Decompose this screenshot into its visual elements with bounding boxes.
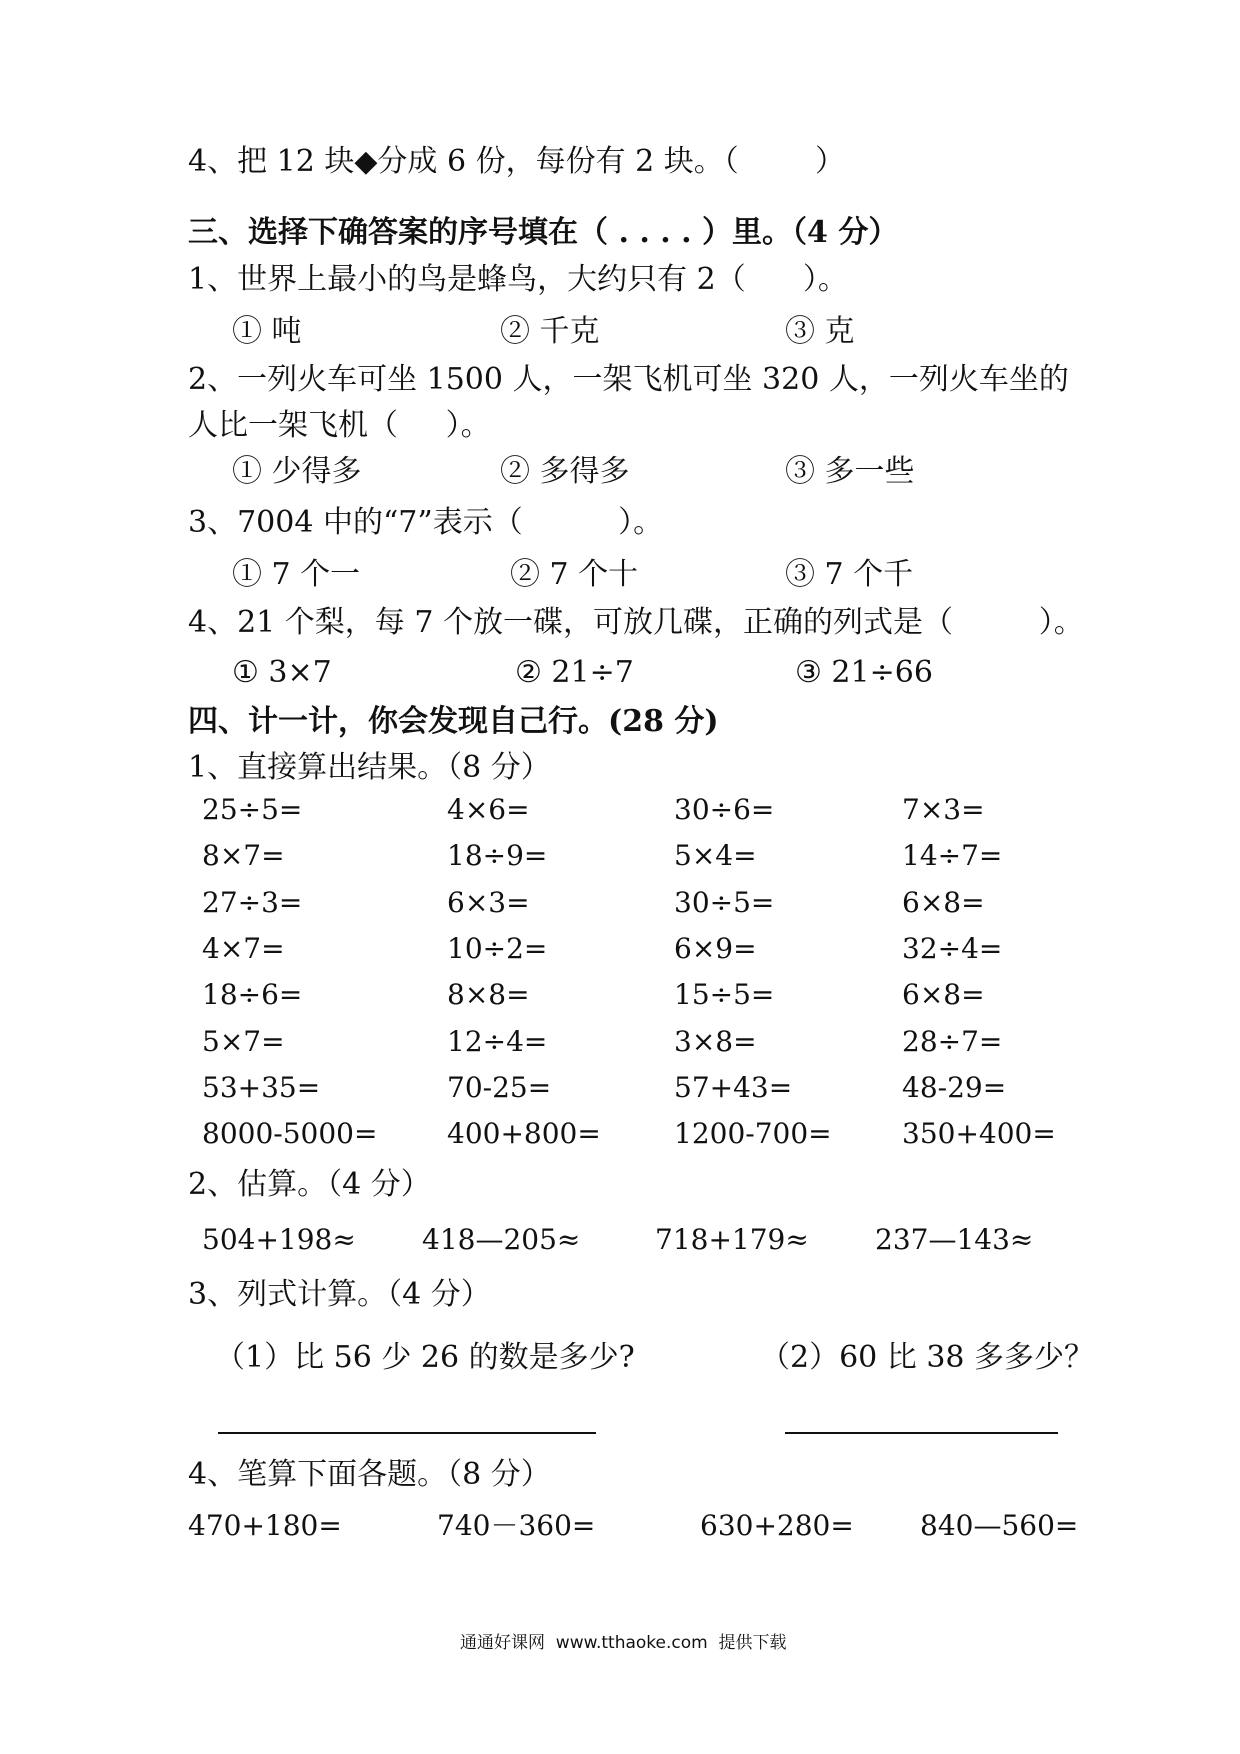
calc-item: 4×7=	[202, 932, 285, 965]
calc-item: 1200-700=	[674, 1117, 832, 1150]
calc-item: 53+35=	[202, 1071, 321, 1104]
calc-item: 8×7=	[202, 839, 285, 872]
calc-item: 6×8=	[902, 978, 985, 1011]
q2-option-1: ① 少得多	[232, 454, 362, 489]
calc-item: 350+400=	[902, 1117, 1056, 1150]
answer-line-1	[218, 1432, 596, 1434]
calc-item: 5×7=	[202, 1025, 285, 1058]
calc-item: 48-29=	[902, 1071, 1007, 1104]
calc-item: 57+43=	[674, 1071, 793, 1104]
answer-line-2	[785, 1432, 1058, 1434]
calc-item: 6×3=	[447, 886, 530, 919]
calc-item: 6×9=	[674, 932, 757, 965]
calc-item: 28÷7=	[902, 1025, 1003, 1058]
part-1-title: 1、直接算出结果。（8 分）	[188, 750, 551, 785]
choice-question-4: 4、21 个梨，每 7 个放一碟，可放几碟，正确的列式是（ ）。	[188, 605, 1084, 640]
calc-item: 8×8=	[447, 978, 530, 1011]
calc-item: 30÷6=	[674, 793, 775, 826]
choice-question-2-line-2: 人比一架飞机（ ）。	[188, 408, 491, 443]
estimate-item: 718+179≈	[655, 1223, 809, 1256]
written-calc-item: 470+180=	[188, 1509, 342, 1542]
calc-item: 400+800=	[447, 1117, 601, 1150]
q1-option-3: ③ 克	[785, 314, 855, 349]
part-2-title: 2、估算。（4 分）	[188, 1167, 431, 1202]
choice-question-3: 3、7004 中的“7”表示（ ）。	[188, 505, 664, 540]
written-calc-item: 630+280=	[700, 1509, 854, 1542]
footer-source: 通通好课网 www.tthaoke.com 提供下载	[460, 1633, 787, 1653]
calc-item: 7×3=	[902, 793, 985, 826]
calc-item: 3×8=	[674, 1025, 757, 1058]
calc-item: 14÷7=	[902, 839, 1003, 872]
q1-option-1: ① 吨	[232, 314, 302, 349]
calc-item: 25÷5=	[202, 793, 303, 826]
calc-item: 70-25=	[447, 1071, 552, 1104]
calc-item: 4×6=	[447, 793, 530, 826]
calc-item: 5×4=	[674, 839, 757, 872]
estimate-item: 237—143≈	[875, 1223, 1034, 1256]
estimate-item: 504+198≈	[202, 1223, 356, 1256]
calc-item: 12÷4=	[447, 1025, 548, 1058]
calc-item: 15÷5=	[674, 978, 775, 1011]
judge-question-4: 4、把 12 块◆分成 6 份，每份有 2 块。（ ）	[188, 144, 846, 179]
section-3-title: 三、选择下确答案的序号填在（ . . . . ）里。（4 分）	[188, 215, 899, 250]
estimate-item: 418—205≈	[422, 1223, 581, 1256]
calc-item: 6×8=	[902, 886, 985, 919]
q3-option-3: ③ 7 个千	[785, 557, 914, 592]
choice-question-1: 1、世界上最小的鸟是蜂鸟，大约只有 2（ ）。	[188, 262, 848, 297]
choice-question-2-line-1: 2、一列火车可坐 1500 人，一架飞机可坐 320 人，一列火车坐的	[188, 362, 1069, 397]
calc-item: 18÷6=	[202, 978, 303, 1011]
q3-option-2: ② 7 个十	[510, 557, 639, 592]
written-calc-item: 740－360=	[437, 1509, 596, 1542]
q3-option-1: ① 7 个一	[232, 557, 361, 592]
part-3-title: 3、列式计算。（4 分）	[188, 1277, 491, 1312]
q4-option-2: ② 21÷7	[515, 655, 634, 690]
word-problem-2: （2）60 比 38 多多少？	[760, 1340, 1095, 1375]
calc-item: 30÷5=	[674, 886, 775, 919]
q4-option-3: ③ 21÷66	[795, 655, 933, 690]
calc-item: 8000-5000=	[202, 1117, 378, 1150]
q1-option-2: ② 千克	[500, 314, 600, 349]
section-4-title: 四、计一计，你会发现自己行。(28 分)	[188, 704, 719, 739]
word-problem-1: （1）比 56 少 26 的数是多少?	[215, 1340, 635, 1375]
calc-item: 32÷4=	[902, 932, 1003, 965]
calc-item: 10÷2=	[447, 932, 548, 965]
calc-item: 27÷3=	[202, 886, 303, 919]
calc-item: 18÷9=	[447, 839, 548, 872]
part-4-title: 4、笔算下面各题。（8 分）	[188, 1457, 551, 1492]
q4-option-1: ① 3×7	[232, 655, 332, 690]
q2-option-3: ③ 多一些	[785, 454, 915, 489]
q2-option-2: ② 多得多	[500, 454, 630, 489]
written-calc-item: 840—560=	[920, 1509, 1079, 1542]
